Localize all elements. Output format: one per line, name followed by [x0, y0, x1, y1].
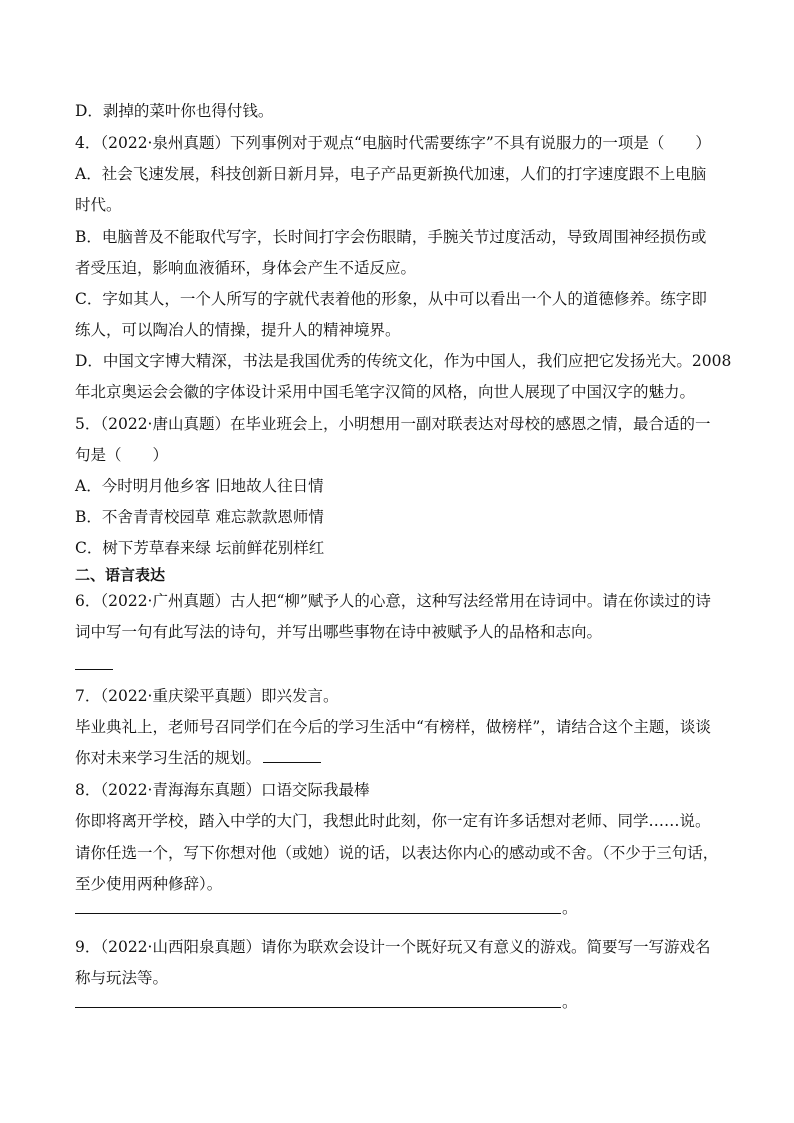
q8-prompt-end: 至少使用两种修辞）。 [75, 875, 223, 893]
q4-option-d: D．中国文字博大精深，书法是我国优秀的传统文化，作为中国人，我们应把它发扬光大。2008 [75, 352, 732, 370]
section-heading: 二、语言表达 [75, 566, 166, 584]
q8-prompt-cont: 请你任选一个，写下你想对他（或她）说的话，以表达你内心的感动或不舍。（不少于三句话， [75, 844, 719, 862]
q5-stem: 5．（2022·唐山真题）在毕业班会上，小明想用一副对联表达对母校的感恩之情，最合适的一 [75, 415, 711, 433]
q6-answer-blank[interactable] [75, 669, 113, 670]
q8-answer-line[interactable] [75, 913, 561, 914]
q9-answer-line[interactable] [75, 1007, 561, 1008]
q5-option-c: C．树下芳草春来绿 坛前鲜花别样红 [75, 539, 325, 557]
q6-stem-cont: 词中写一句有此写法的诗句，并写出哪些事物在诗中被赋予人的品格和志向。 [75, 623, 603, 641]
q5-stem-cont: 句是（ ） [75, 446, 169, 464]
q8-prompt: 你即将离开学校，踏入中学的大门，我想此时此刻，你一定有许多话想对老师、同学……说。 [75, 812, 711, 830]
q4-stem: 4．（2022·泉州真题）下列事例对于观点“电脑时代需要练字”不具有说服力的一项是（ ） [75, 134, 711, 152]
q4-option-d-cont: 年北京奥运会会徽的字体设计采用中国毛笔字汉简的风格，向世人展现了中国汉字的魅力。 [75, 383, 696, 401]
q4-option-c: C．字如其人，一个人所写的字就代表着他的形象，从中可以看出一个人的道德修养。练字即 [75, 290, 707, 308]
q7-prompt-cont [75, 748, 321, 768]
q7-prompt-text: 你对未来学习生活的规划。 [75, 749, 262, 767]
q7-stem: 7．（2022·重庆梁平真题）即兴发言。 [75, 687, 339, 705]
q9-stem: 9．（2022·山西阳泉真题）请你为联欢会设计一个既好玩又有意义的游戏。简要写一写游戏名 [75, 938, 711, 956]
q3-option-d: D．剥掉的菜叶你也得付钱。 [75, 102, 274, 120]
q7-prompt: 毕业典礼上，老师号召同学们在今后的学习生活中“有榜样，做榜样”，请结合这个主题，谈谈 [75, 718, 711, 736]
q4-option-b: B．电脑普及不能取代写字，长时间打字会伤眼睛，手腕关节过度活动，导致周围神经损伤或 [75, 228, 707, 246]
q4-option-b-cont: 者受压迫，影响血液循环，身体会产生不适反应。 [75, 259, 417, 277]
q6-stem: 6．（2022·广州真题）古人把“柳”赋予人的心意，这种写法经常用在诗词中。请在你读过的诗 [75, 592, 711, 610]
q4-option-a: A．社会飞速发展，科技创新日新月异，电子产品更新换代加速，人们的打字速度跟不上电脑 [75, 165, 707, 183]
q5-option-a: A．今时明月他乡客 旧地故人往日情 [75, 477, 324, 495]
q4-option-c-cont: 练人，可以陶冶人的情操，提升人的精神境界。 [75, 321, 401, 339]
q9-end-mark: 。 [562, 993, 578, 1011]
q9-stem-cont: 称与玩法等。 [75, 969, 169, 987]
q5-option-b: B．不舍青青校园草 难忘款款恩师情 [75, 508, 324, 526]
q4-option-a-cont: 时代。 [75, 196, 122, 214]
q7-answer-blank[interactable] [263, 748, 321, 763]
q8-end-mark: 。 [562, 899, 578, 917]
q8-stem: 8．（2022·青海海东真题）口语交际我最棒 [75, 781, 370, 799]
